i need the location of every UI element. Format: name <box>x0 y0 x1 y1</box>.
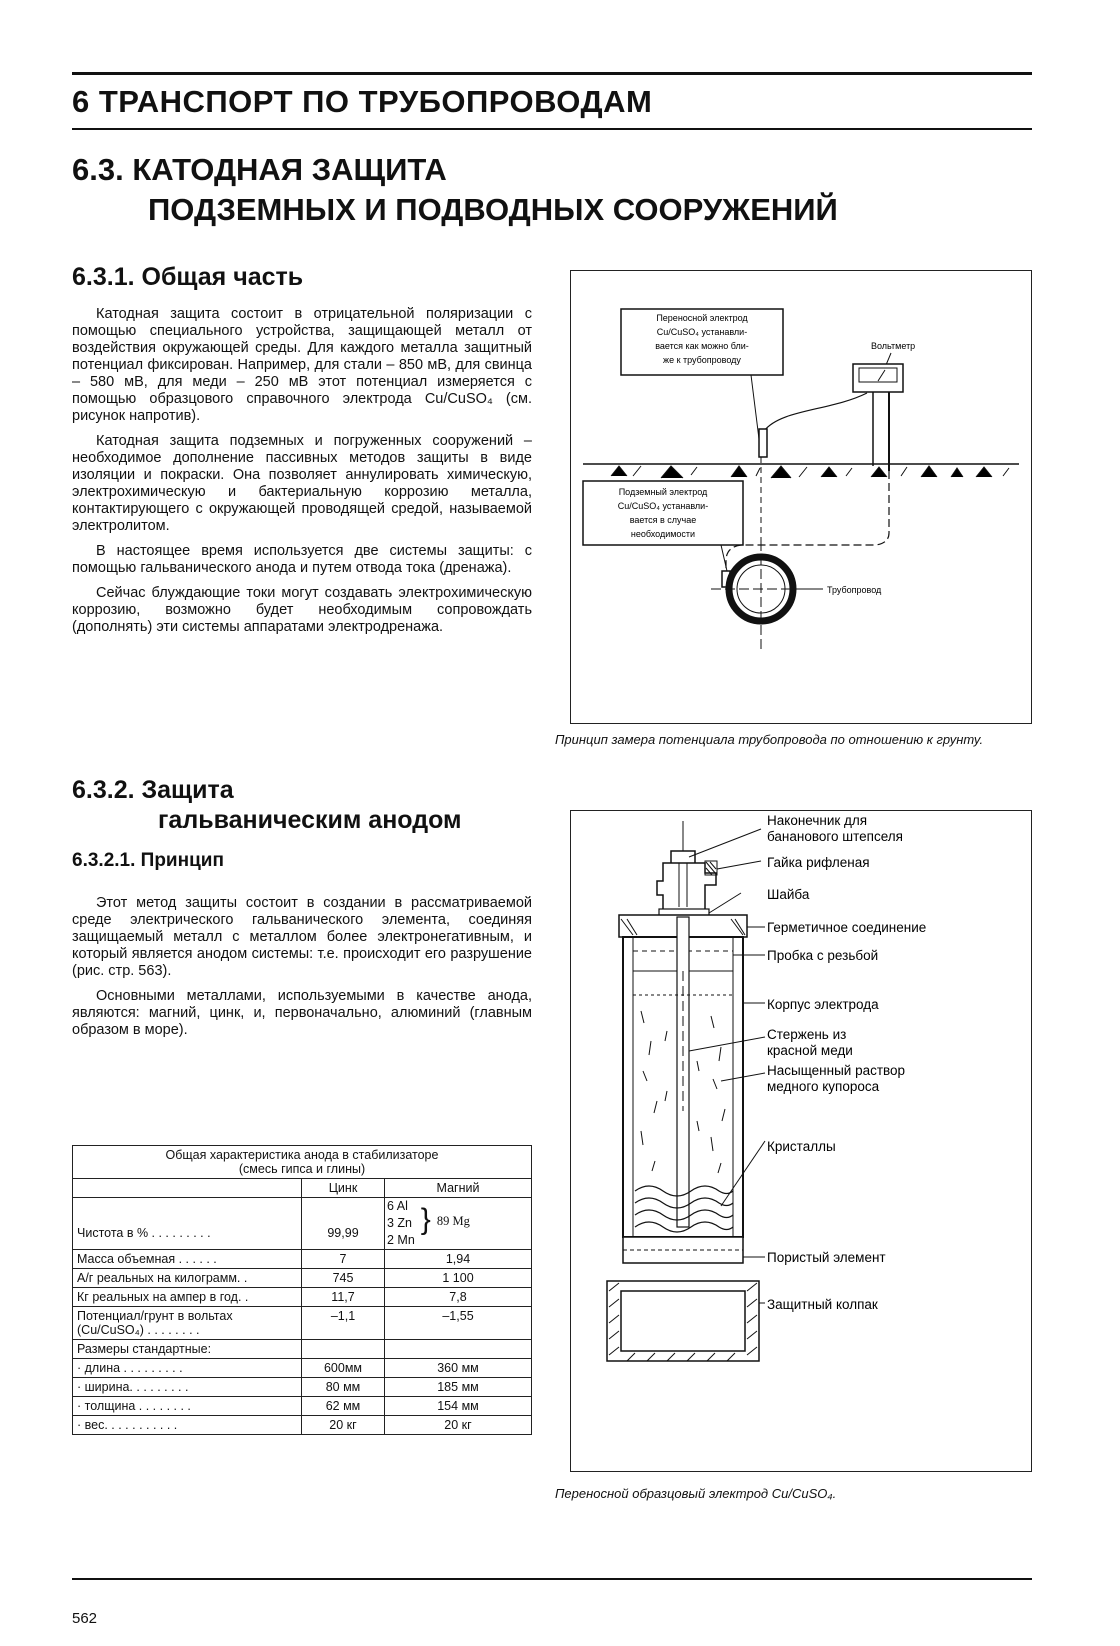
table-corner <box>73 1179 302 1198</box>
cell-zinc: 600мм <box>302 1359 385 1378</box>
table-title-line2: (смесь гипса и глины) <box>238 1162 366 1176</box>
table-row <box>73 1340 532 1359</box>
electrode-label: Пробка с резьбой <box>767 948 879 963</box>
box2-line: необходимости <box>630 529 696 539</box>
electrode-label: Насыщенный раствор <box>767 1063 906 1078</box>
potential-label1: Потенциал/грунт в вольтах <box>77 1309 233 1323</box>
figure2-caption: Переносной образцовый электрод Cu/CuSO₄. <box>555 1486 837 1501</box>
section-title-line1: 6.3. КАТОДНАЯ ЗАЩИТА <box>72 152 447 187</box>
figure-reference-electrode <box>570 810 1032 1472</box>
cell-empty <box>385 1340 532 1359</box>
figure1-caption: Принцип замера потенциала трубопровода по отношению к грунту. <box>555 732 984 747</box>
paragraph: Этот метод защиты состоит в создании в рассматриваемой среде электрического гальванического элемента, соединяя защищаемый металл с металлом более электронегативным, и который является анодом системы: т.е. происходит его разрушение (рис. стр. 563). <box>72 895 532 979</box>
row-label: Размеры стандартные: <box>73 1340 302 1359</box>
electrode-label: Герметичное соединение <box>767 920 927 935</box>
box2-line: Подземный электрод <box>618 487 708 497</box>
table-row <box>73 1307 532 1340</box>
mg-total: 89 Mg <box>436 1214 470 1228</box>
electrode-label: Стержень из <box>767 1027 847 1042</box>
paragraph: Катодная защита состоит в отрицательной поляризации с помощью специального устройства, защищающей металл от воздействия окружающей среды. Для каждого металла защитный потенциал фиксирован. Например, для стали – 850 мВ, для свинца – 580 мВ, для меди – 250 мВ этот потенциал измеряется с помощью образцового справочного электрода Cu/CuSO₄ (см. рисунок напротив). <box>72 306 532 424</box>
mg-zn: 3 Zn <box>387 1216 413 1230</box>
table-row <box>73 1198 532 1250</box>
table-row <box>73 1378 532 1397</box>
electrode-label: красной меди <box>767 1043 853 1058</box>
col-magnesium: Магний <box>385 1179 532 1198</box>
cell-mg: 20 кг <box>385 1416 532 1435</box>
cell-zinc: –1,1 <box>302 1307 385 1340</box>
row-label: А/г реальных на килограмм. . <box>73 1269 302 1288</box>
box1-line: же к трубопроводу <box>663 355 741 365</box>
potential-measurement-diagram <box>571 271 1031 723</box>
cell-empty <box>302 1340 385 1359</box>
electrode-label: Гайка рифленая <box>767 855 870 870</box>
table-title-line1: Общая характеристика анода в стабилизаторе <box>165 1148 439 1162</box>
anode-table <box>72 1145 532 1435</box>
electrode-label: бананового штепселя <box>767 829 903 844</box>
galvanic-heading-line1: 6.3.2. Защита <box>72 776 234 804</box>
potential-label2: (Cu/CuSO₄) . . . . . . . . <box>77 1323 200 1337</box>
general-heading: 6.3.1. Общая часть <box>72 263 304 291</box>
paragraph: Катодная защита подземных и погруженных сооружений – необходимое дополнение пассивных методов защиты в виде изоляции и покраски. Она позволяет аннулировать химическую, электрохимическую и бактериальную коррозию металла, контактирующего с окружающей проводящей средой, называемой электролитом. <box>72 433 532 534</box>
cell-mg: 7,8 <box>385 1288 532 1307</box>
figure-potential-measurement <box>570 270 1032 724</box>
cell-mg: 1,94 <box>385 1250 532 1269</box>
galvanic-heading <box>72 775 462 835</box>
cell-mg: 154 мм <box>385 1397 532 1416</box>
cell-mg-purity: 6 Al 3 Zn 2 Mn } 89 Mg <box>385 1198 532 1250</box>
table-row <box>73 1269 532 1288</box>
table-title <box>73 1146 532 1179</box>
cell-mg: 1 100 <box>385 1269 532 1288</box>
electrode-label: Защитный колпак <box>767 1297 878 1312</box>
page-number: 562 <box>72 1610 98 1627</box>
row-label: · толщина . . . . . . . . <box>73 1397 302 1416</box>
electrode-label: Шайба <box>767 887 810 902</box>
row-label: · ширина. . . . . . . . . <box>73 1378 302 1397</box>
principle-heading: 6.3.2.1. Принцип <box>72 850 224 871</box>
row-label: · длина . . . . . . . . . <box>73 1359 302 1378</box>
paragraph: Сейчас блуждающие токи могут создавать электрохимическую коррозию, возможно будет необходимым сопровождать (дополнять) эти системы аппаратами электродренажа. <box>72 585 532 635</box>
row-label: · вес. . . . . . . . . . . <box>73 1416 302 1435</box>
cell-zinc: 7 <box>302 1250 385 1269</box>
paragraph: Основными металлами, используемыми в качестве анода, являются: магний, цинк, и, первоначально, алюминий (главным образом в море). <box>72 988 532 1038</box>
row-label: Масса объемная . . . . . . <box>73 1250 302 1269</box>
cell-zinc: 80 мм <box>302 1378 385 1397</box>
table-row <box>73 1288 532 1307</box>
cell-zinc: 99,99 <box>302 1198 385 1250</box>
general-text <box>72 306 532 644</box>
table-row <box>73 1397 532 1416</box>
electrode-label: Наконечник для <box>767 813 868 828</box>
row-label <box>73 1307 302 1340</box>
box1-line: вается как можно бли- <box>655 341 749 351</box>
electrode-label: медного купороса <box>767 1079 880 1094</box>
section-title <box>72 150 838 230</box>
galvanic-heading-line2: гальваническим анодом <box>158 806 462 834</box>
reference-electrode-diagram <box>571 811 1031 1471</box>
col-zinc: Цинк <box>302 1179 385 1198</box>
box2-line: Cu/CuSO₄ устанавли- <box>617 501 709 511</box>
chapter-title: 6 ТРАНСПОРТ ПО ТРУБОПРОВОДАМ <box>72 84 653 119</box>
cell-zinc: 745 <box>302 1269 385 1288</box>
mg-mn: 2 Mn <box>387 1233 415 1247</box>
cell-zinc: 11,7 <box>302 1288 385 1307</box>
box2-line: вается в случае <box>629 515 697 525</box>
voltmeter-label: Вольтметр <box>871 341 916 351</box>
bottom-rule <box>72 1578 1032 1580</box>
table-row <box>73 1250 532 1269</box>
cell-mg: 185 мм <box>385 1378 532 1397</box>
galvanic-text <box>72 895 532 1047</box>
row-label: Кг реальных на ампер в год. . <box>73 1288 302 1307</box>
table-row <box>73 1416 532 1435</box>
box1-line: Переносной электрод <box>656 313 748 323</box>
paragraph: В настоящее время используется две системы защиты: с помощью гальванического анода и путем отвода тока (дренажа). <box>72 543 532 576</box>
box1-line: Cu/CuSO₄ устанавли- <box>656 327 748 337</box>
cell-zinc: 62 мм <box>302 1397 385 1416</box>
table-row <box>73 1359 532 1378</box>
electrode-label: Корпус электрода <box>767 997 879 1012</box>
electrode-label: Пористый элемент <box>767 1250 886 1265</box>
top-rule <box>72 72 1032 75</box>
cell-mg: 360 мм <box>385 1359 532 1378</box>
section-title-line2: ПОДЗЕМНЫХ И ПОДВОДНЫХ СООРУЖЕНИЙ <box>148 192 838 227</box>
row-label: Чистота в % . . . . . . . . . <box>73 1198 302 1250</box>
mg-al: 6 Al <box>387 1199 408 1213</box>
electrode-label: Кристаллы <box>767 1139 836 1154</box>
pipeline-label: Трубопровод <box>827 585 882 595</box>
cell-zinc: 20 кг <box>302 1416 385 1435</box>
cell-mg: –1,55 <box>385 1307 532 1340</box>
chapter-rule <box>72 128 1032 130</box>
